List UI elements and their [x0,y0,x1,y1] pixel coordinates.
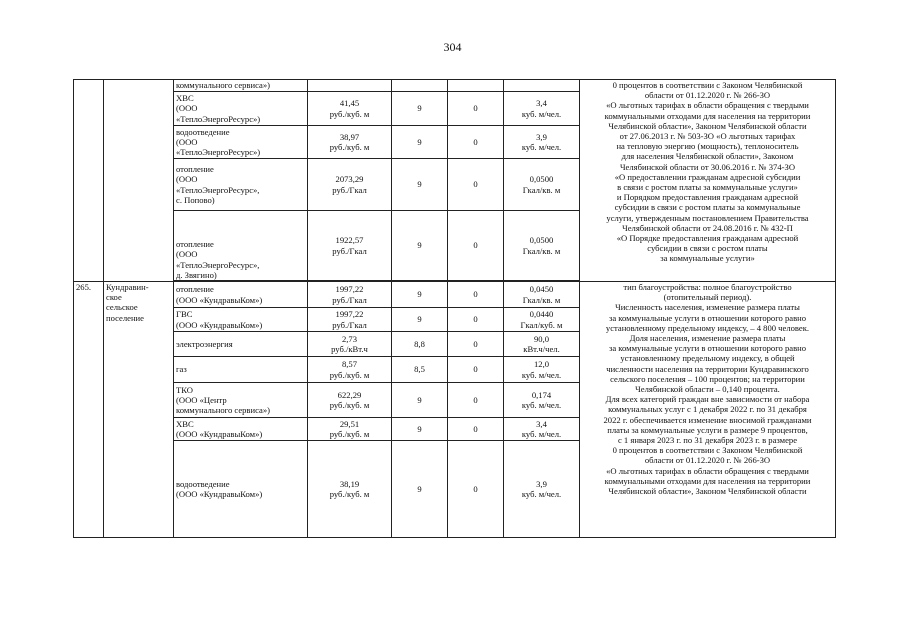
pct-cell: 9 [392,282,448,308]
service-cell: ХВС (ООО «ТеплоЭнергоРесурс») [174,92,308,126]
norm-cell: 0,0500 Гкал/кв. м [504,159,580,211]
settlement-name: Кундравин- ское сельское поселение [104,282,174,538]
service-cell: отопление (ООО «ТеплоЭнергоРесурс», д. Звягино) [174,211,308,281]
norm-cell: 0,174 куб. м/чел. [504,383,580,418]
service-cell: ТКО (ООО «Центр коммунального сервиса») [174,383,308,418]
zero-cell: 0 [448,418,504,441]
pct-cell: 9 [392,126,448,159]
zero-cell: 0 [448,332,504,357]
zero-cell: 0 [448,357,504,383]
zero-cell: 0 [448,211,504,281]
norm-cell: 0,0440 Гкал/куб. м [504,308,580,332]
tariff-table [73,79,836,538]
norm-cell [504,80,580,92]
page-number: 304 [443,40,462,54]
norm-cell: 3,4 куб. м/чел. [504,92,580,126]
service-cell: отопление (ООО «КундравыКом») [174,282,308,308]
tariff-cell: 38,97 руб./куб. м [308,126,392,159]
pct-cell: 9 [392,383,448,418]
zero-cell: 0 [448,92,504,126]
tariff-cell: 1997,22 руб./Гкал [308,308,392,332]
settlement-cell-continued [104,80,174,282]
tariff-cell: 1997,22 руб./Гкал [308,282,392,308]
service-cell: электроэнергия [174,332,308,357]
pct-cell: 9 [392,159,448,211]
zero-cell: 0 [448,282,504,308]
pct-cell: 9 [392,418,448,441]
zero-cell: 0 [448,441,504,538]
tariff-cell: 2,73 руб./кВт.ч [308,332,392,357]
tariff-cell: 1922,57 руб./Гкал [308,211,392,281]
tariff-cell: 8,57 руб./куб. м [308,357,392,383]
norm-cell: 3,9 куб. м/чел. [504,441,580,538]
norm-cell: 3,4 куб. м/чел. [504,418,580,441]
service-cell: водоотведение (ООО «ТеплоЭнергоРесурс») [174,126,308,159]
note-cell: тип благоустройства: полное благоустройство (отопительный период). Численность населения, изменение размера платы за коммунальные услуги в отношении которого равно установленному предельному индексу, – 4 800 человек. Доля населения, изменение размера платы за коммунальные услуги в отношении которого равно установленному предельному индексу, в общей численности населения на территории Кундравинского сельского поселения – 100 процентов; на территории Челябинской области – 0,140 процента. Для всех категорий граждан вне зависимости от набора коммунальных услуг с 1 декабря 2022 г. по 31 декабря 2022 г. обеспечивается изменение вносимой гражданами платы за коммунальные услуги в размере 9 процентов, с 1 января 2023 г. по 31 декабря 2023 г. в размере 0 процентов в соответствии с Законом Челябинской области от 01.12.2020 г. № 266-ЗО «О льготных тарифах в области обращения с твердыми коммунальными отходами для населения на территории Челябинской области», Законом Челябинской области [580,282,836,538]
tariff-cell: 622,29 руб./куб. м [308,383,392,418]
row-number: 265. [74,282,104,538]
tariff-cell: 2073,29 руб./Гкал [308,159,392,211]
note-cell: 0 процентов в соответствии с Законом Челябинской области от 01.12.2020 г. № 266-ЗО «О льготных тарифах в области обращения с твердыми коммунальными отходами для населения на территории Челябинской области», Законом Челябинской области от 27.06.2013 г. № 503-ЗО «О льготных тарифах на тепловую энергию (мощность), теплоноситель для населения Челябинской области», Законом Челябинской области от 30.06.2016 г. № 374-ЗО «О предоставлении гражданам адресной субсидии в связи с ростом платы за коммунальные услуги» и Порядком предоставления гражданам адресной субсидии в связи с ростом платы за коммунальные услуги, утвержденным постановлением Правительства Челябинской области от 24.08.2016 г. № 432-П «О Порядке предоставления гражданам адресной субсидии в связи с ростом платы за коммунальные услуги» [580,80,836,282]
number-cell-continued [74,80,104,282]
norm-cell: 3,9 куб. м/чел. [504,126,580,159]
norm-cell: 12,0 куб. м/чел. [504,357,580,383]
zero-cell [448,80,504,92]
pct-cell [392,80,448,92]
pct-cell: 9 [392,308,448,332]
service-cell: газ [174,357,308,383]
norm-cell: 0,0500 Гкал/кв. м [504,211,580,281]
zero-cell: 0 [448,383,504,418]
tariff-cell: 29,51 руб./куб. м [308,418,392,441]
norm-cell: 90,0 кВт.ч/чел. [504,332,580,357]
pct-cell: 9 [392,211,448,281]
zero-cell: 0 [448,159,504,211]
norm-cell: 0,0450 Гкал/кв. м [504,282,580,308]
service-cell: отопление (ООО «ТеплоЭнергоРесурс», с. Попово) [174,159,308,211]
tariff-cell: 41,45 руб./куб. м [308,92,392,126]
pct-cell: 9 [392,441,448,538]
service-cell: коммунального сервиса») [174,80,308,92]
tariff-cell: 38,19 руб./куб. м [308,441,392,538]
pct-cell: 8,8 [392,332,448,357]
zero-cell: 0 [448,308,504,332]
pct-cell: 9 [392,92,448,126]
service-cell: ГВС (ООО «КундравыКом») [174,308,308,332]
zero-cell: 0 [448,126,504,159]
service-cell: ХВС (ООО «КундравыКом») [174,418,308,441]
tariff-cell [308,80,392,92]
service-cell: водоотведение (ООО «КундравыКом») [174,441,308,538]
pct-cell: 8,5 [392,357,448,383]
